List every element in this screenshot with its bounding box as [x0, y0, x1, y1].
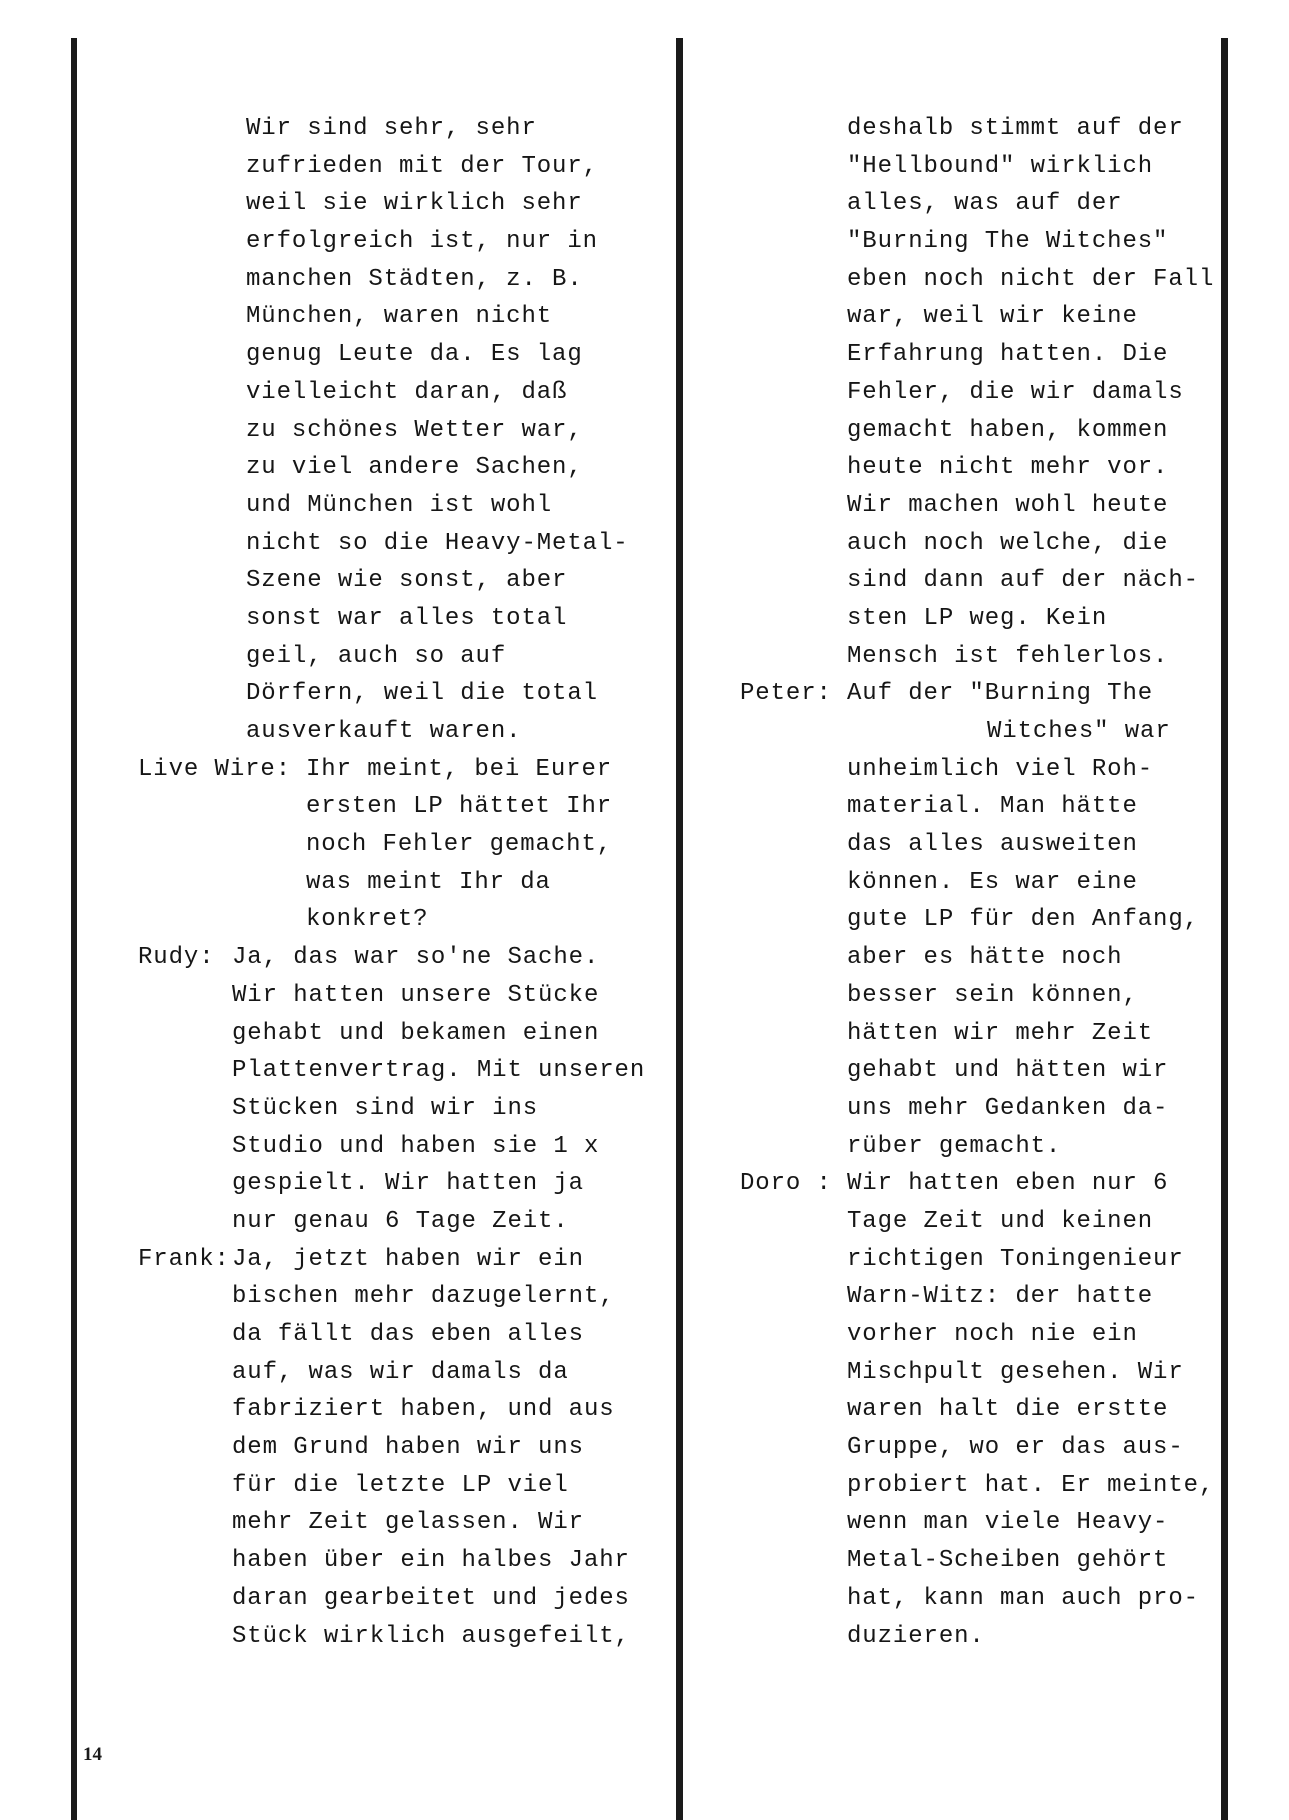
speaker-label: Frank: — [138, 1245, 230, 1273]
line-text: Ihr meint, bei Eurer — [306, 755, 613, 783]
line-text: Fehler, die wir damals — [847, 378, 1184, 406]
line-text: sonst war alles total — [246, 604, 568, 632]
line-text: vorher noch nie ein — [847, 1321, 1138, 1348]
text-line — [740, 1278, 1218, 1316]
line-text: war, weil wir keine — [847, 303, 1138, 331]
text-line — [138, 864, 668, 902]
line-text: nicht so die Heavy-Metal- — [246, 529, 629, 557]
line-text: genug Leute da. Es lag — [246, 341, 583, 369]
line-text: heute nicht mehr vor. — [847, 454, 1169, 482]
line-text: duzieren. — [847, 1622, 985, 1650]
line-text: Ja, das war so'ne Sache. — [232, 944, 600, 972]
line-text: besser sein können, — [847, 981, 1138, 1009]
text-line — [138, 1542, 668, 1580]
text-line — [740, 223, 1218, 261]
left-text-column — [138, 110, 668, 1655]
text-line — [740, 638, 1218, 676]
text-line — [740, 148, 1218, 186]
line-text: sten LP weg. Kein — [847, 604, 1108, 632]
text-line — [740, 374, 1218, 412]
line-text: Studio und haben sie 1 x — [232, 1132, 600, 1160]
text-line — [740, 487, 1218, 525]
line-text: Wir machen wohl heute — [847, 491, 1169, 519]
speaker-label: Peter: — [740, 680, 832, 708]
line-text: auch noch welche, die — [847, 529, 1169, 557]
text-line — [138, 487, 668, 525]
text-line — [138, 261, 668, 299]
text-line — [138, 449, 668, 487]
line-text: und München ist wohl — [246, 491, 553, 519]
line-text: Stück wirklich ausgefeilt, — [232, 1622, 630, 1650]
line-text: gespielt. Wir hatten ja — [232, 1170, 584, 1198]
line-text: Witches" war — [987, 718, 1171, 745]
text-line — [138, 1467, 668, 1505]
text-line — [138, 110, 668, 148]
line-text: material. Man hätte — [847, 793, 1138, 821]
text-line — [740, 562, 1218, 600]
text-line — [740, 826, 1218, 864]
line-text: zu schönes Wetter war, — [246, 416, 583, 444]
text-line — [138, 1128, 668, 1166]
text-line — [740, 1504, 1218, 1542]
text-line — [740, 675, 1218, 713]
text-line — [740, 261, 1218, 299]
line-text: auf, was wir damals da — [232, 1358, 569, 1386]
text-line — [138, 1580, 668, 1618]
right-text-column — [740, 110, 1218, 1655]
text-line — [740, 864, 1218, 902]
line-text: hätten wir mehr Zeit — [847, 1019, 1154, 1047]
line-text: Ja, jetzt haben wir ein — [232, 1245, 584, 1273]
text-line — [740, 901, 1218, 939]
line-text: waren halt die erstte — [847, 1396, 1169, 1424]
line-text: Wir hatten unsere Stücke — [232, 981, 600, 1009]
line-text: zu viel andere Sachen, — [246, 454, 583, 482]
text-line — [138, 1391, 668, 1429]
text-line — [138, 185, 668, 223]
text-line — [740, 600, 1218, 638]
text-line — [740, 525, 1218, 563]
line-text: bischen mehr dazugelernt, — [232, 1283, 615, 1311]
text-line — [740, 939, 1218, 977]
text-line — [740, 1015, 1218, 1053]
line-text: gute LP für den Anfang, — [847, 906, 1199, 934]
text-line — [138, 713, 668, 751]
line-text: daran gearbeitet und jedes — [232, 1584, 630, 1612]
line-text: ausverkauft waren. — [246, 718, 522, 745]
line-text: konkret? — [306, 906, 429, 934]
text-line — [138, 223, 668, 261]
page-number: 14 — [83, 1744, 102, 1765]
line-text: nur genau 6 Tage Zeit. — [232, 1207, 569, 1235]
line-text: probiert hat. Er meinte, — [847, 1471, 1215, 1499]
text-line — [740, 449, 1218, 487]
line-text: gehabt und bekamen einen — [232, 1019, 600, 1047]
text-line — [740, 751, 1218, 789]
text-line — [740, 1354, 1218, 1392]
line-text: ersten LP hättet Ihr — [306, 793, 613, 821]
line-text: das alles ausweiten — [847, 831, 1138, 859]
text-line — [138, 901, 668, 939]
line-text: rüber gemacht. — [847, 1132, 1062, 1160]
text-line — [740, 110, 1218, 148]
text-line — [740, 1429, 1218, 1467]
text-line — [138, 1354, 668, 1392]
text-line — [138, 751, 668, 789]
line-text: zufrieden mit der Tour, — [246, 152, 598, 180]
text-line — [740, 1090, 1218, 1128]
text-line — [740, 788, 1218, 826]
text-line — [138, 600, 668, 638]
line-text: Erfahrung hatten. Die — [847, 341, 1169, 369]
text-line — [138, 1052, 668, 1090]
line-text: eben noch nicht der Fall — [847, 265, 1215, 293]
line-text: unheimlich viel Roh- — [847, 755, 1154, 783]
text-line — [740, 1052, 1218, 1090]
line-text: aber es hätte noch — [847, 944, 1123, 972]
line-text: dem Grund haben wir uns — [232, 1434, 584, 1462]
speaker-label: Doro : — [740, 1170, 832, 1198]
text-line — [138, 939, 668, 977]
text-line — [740, 336, 1218, 374]
line-text: richtigen Toningenieur — [847, 1245, 1184, 1273]
line-text: erfolgreich ist, nur in — [246, 228, 598, 256]
line-text: weil sie wirklich sehr — [246, 190, 583, 218]
text-line — [740, 185, 1218, 223]
line-text: sind dann auf der näch- — [847, 567, 1199, 595]
text-line — [740, 1241, 1218, 1279]
column-divider-rule — [676, 38, 683, 1820]
text-line — [138, 148, 668, 186]
line-text: Gruppe, wo er das aus- — [847, 1434, 1184, 1462]
speaker-label: Rudy: — [138, 944, 215, 972]
line-text: für die letzte LP viel — [232, 1471, 569, 1499]
line-text: mehr Zeit gelassen. Wir — [232, 1509, 584, 1537]
line-text: alles, was auf der — [847, 190, 1123, 218]
line-text: noch Fehler gemacht, — [306, 831, 613, 859]
line-text: gehabt und hätten wir — [847, 1057, 1169, 1085]
line-text: "Burning The Witches" — [847, 228, 1169, 256]
text-line — [138, 412, 668, 450]
line-text: Dörfern, weil die total — [246, 680, 598, 708]
line-text: Warn-Witz: der hatte — [847, 1283, 1154, 1311]
line-text: geil, auch so auf — [246, 642, 507, 670]
line-text: Szene wie sonst, aber — [246, 567, 568, 595]
line-text: hat, kann man auch pro- — [847, 1584, 1199, 1612]
text-line — [138, 675, 668, 713]
text-line — [740, 1542, 1218, 1580]
speaker-label: Live Wire: — [138, 755, 292, 783]
text-line — [138, 1241, 668, 1279]
text-line — [138, 1203, 668, 1241]
text-line — [740, 1580, 1218, 1618]
text-line — [138, 1090, 668, 1128]
text-line — [138, 374, 668, 412]
line-text: gemacht haben, kommen — [847, 416, 1169, 444]
right-margin-rule — [1221, 38, 1228, 1820]
text-line — [138, 562, 668, 600]
line-text: Stücken sind wir ins — [232, 1094, 539, 1122]
text-line — [138, 1316, 668, 1354]
line-text: haben über ein halbes Jahr — [232, 1547, 630, 1575]
text-line — [740, 1467, 1218, 1505]
text-line — [740, 1165, 1218, 1203]
line-text: Wir hatten eben nur 6 — [847, 1170, 1169, 1198]
text-line — [138, 1015, 668, 1053]
line-text: wenn man viele Heavy- — [847, 1509, 1169, 1537]
text-line — [138, 977, 668, 1015]
text-line — [138, 638, 668, 676]
line-text: vielleicht daran, daß — [246, 378, 568, 406]
line-text: können. Es war eine — [847, 868, 1138, 896]
line-text: Metal-Scheiben gehört — [847, 1547, 1169, 1575]
text-line — [138, 1165, 668, 1203]
text-line — [138, 1278, 668, 1316]
text-line — [138, 298, 668, 336]
text-line — [740, 1391, 1218, 1429]
text-line — [138, 525, 668, 563]
text-line — [138, 788, 668, 826]
text-line — [740, 1316, 1218, 1354]
line-text: was meint Ihr da — [306, 868, 551, 896]
text-line — [740, 713, 1218, 751]
line-text: Mensch ist fehlerlos. — [847, 642, 1169, 670]
line-text: München, waren nicht — [246, 303, 553, 331]
line-text: uns mehr Gedanken da- — [847, 1094, 1169, 1122]
line-text: Tage Zeit und keinen — [847, 1207, 1154, 1235]
text-line — [740, 1203, 1218, 1241]
text-line — [740, 412, 1218, 450]
text-line — [138, 826, 668, 864]
line-text: Mischpult gesehen. Wir — [847, 1358, 1184, 1386]
line-text: Wir sind sehr, sehr — [246, 115, 537, 142]
line-text: Auf der "Burning The — [847, 680, 1154, 708]
text-line — [740, 298, 1218, 336]
left-margin-rule — [71, 38, 77, 1820]
line-text: deshalb stimmt auf der — [847, 115, 1184, 142]
line-text: manchen Städten, z. B. — [246, 265, 583, 293]
text-line — [740, 1128, 1218, 1166]
text-line — [138, 1429, 668, 1467]
line-text: da fällt das eben alles — [232, 1321, 584, 1348]
text-line — [740, 1618, 1218, 1656]
text-line — [740, 977, 1218, 1015]
text-line — [138, 1504, 668, 1542]
text-line — [138, 1618, 668, 1656]
line-text: "Hellbound" wirklich — [847, 152, 1154, 180]
line-text: Plattenvertrag. Mit unseren — [232, 1057, 646, 1085]
line-text: fabriziert haben, und aus — [232, 1396, 615, 1424]
text-line — [138, 336, 668, 374]
